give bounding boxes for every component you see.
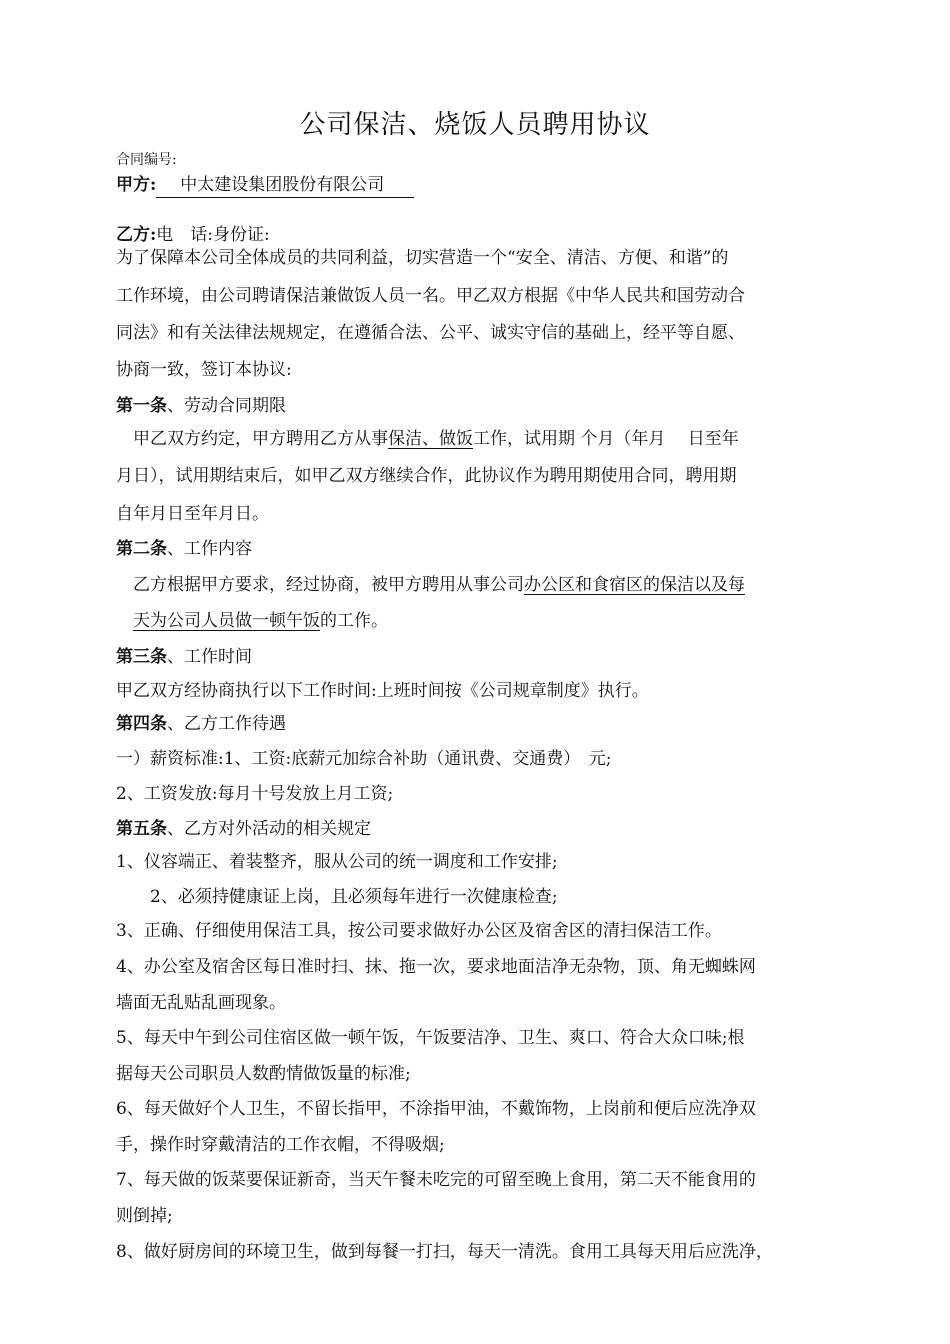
article-3-line: 甲乙双方经协商执行以下工作时间:上班时间按《公司规章制度》执行。 [116, 681, 649, 701]
article-5-heading [116, 817, 371, 841]
article-2-title: 、工作内容 [167, 539, 252, 559]
article-2-text: 的工作。 [320, 611, 388, 631]
article-1-title: 、劳动合同期限 [167, 396, 286, 416]
article-5-item: 3、正确、仔细使用保洁工具，按公司要求做好办公区及宿舍区的清扫保洁工作。 [116, 921, 722, 941]
party-b-fields: 电 话:身份证: [156, 225, 270, 245]
intro-line: 为了保障本公司全体成员的共同利益，切实营造一个“安全、清洁、方便、和谐”的 [116, 248, 729, 268]
article-1-text: 工作，试用期 个月（年月 日至年 [473, 429, 739, 449]
party-a-label: 甲方: [116, 175, 157, 195]
article-4-number: 第四条 [116, 714, 167, 734]
article-4-line: 一）薪资标准:1、工资:底薪元加综合补助（通讯费、交通费） 元; [116, 749, 612, 769]
intro-line: 同法》和有关法律法规规定，在遵循合法、公平、诚实守信的基础上，经平等自愿、 [116, 323, 745, 343]
article-1-line [116, 427, 739, 451]
article-5-item: 5、每天中午到公司住宿区做一顿午饭，午饭要洁净、卫生、爽口、符合大众口味;根 [116, 1028, 745, 1048]
article-2-heading [116, 537, 252, 561]
article-1-underlined: 保洁、做饭 [388, 429, 473, 449]
article-1-number: 第一条 [116, 396, 167, 416]
intro-line: 协商一致，签订本协议: [116, 360, 292, 380]
article-5-item: 8、做好厨房间的环境卫生，做到每餐一打扫，每天一清洗。食用工具每天用后应洗净， [116, 1242, 773, 1262]
article-5-item: 6、每天做好个人卫生，不留长指甲，不涂指甲油，不戴饰物，上岗前和便后应洗净双 [116, 1099, 756, 1119]
article-5-item: 据每天公司职员人数酌情做饭量的标准; [116, 1064, 411, 1084]
party-b-line [116, 223, 270, 247]
contract-number-label: 合同编号: [116, 152, 177, 168]
article-5-item: 7、每天做的饭菜要保证新奇，当天午餐未吃完的可留至晚上食用，第二天不能食用的 [116, 1170, 756, 1190]
article-5-item: 4、办公室及宿舍区每日准时扫、抹、拖一次，要求地面洁净无杂物，顶、角无蜘蛛网 [116, 957, 756, 977]
document-title: 公司保洁、烧饭人员聘用协议 [299, 110, 651, 140]
party-b-label: 乙方: [116, 225, 157, 245]
party-a-line [116, 173, 414, 198]
article-5-item: 手，操作时穿戴清洁的工作衣帽，不得吸烟; [116, 1135, 445, 1155]
article-3-title: 、工作时间 [167, 647, 252, 667]
article-4-heading [116, 712, 286, 736]
article-5-number: 第五条 [116, 819, 167, 839]
article-3-heading [116, 645, 252, 669]
article-5-item: 2、必须持健康证上岗，且必须每年进行一次健康检查; [133, 887, 558, 907]
article-1-text: 甲乙双方约定，甲方聘用乙方从事 [116, 429, 388, 449]
article-4-title: 、乙方工作待遇 [167, 714, 286, 734]
article-2-number: 第二条 [116, 539, 167, 559]
article-5-item: 墙面无乱贴乱画现象。 [116, 993, 286, 1013]
article-1-heading [116, 394, 286, 418]
article-2-underlined: 天为公司人员做一顿午饭 [133, 611, 320, 631]
article-2-line [116, 573, 745, 597]
article-1-line: 自年月日至年月日。 [116, 504, 269, 524]
intro-line: 工作环境，由公司聘请保洁兼做饭人员一名。甲乙双方根据《中华人民共和国劳动合 [116, 286, 745, 306]
article-5-item: 则倒掉; [116, 1206, 173, 1226]
article-4-line: 2、工资发放:每月十号发放上月工资; [116, 784, 394, 804]
article-2-underlined: 办公区和食宿区的保洁以及每 [524, 575, 745, 595]
article-1-line: 月日），试用期结束后，如甲乙双方继续合作，此协议作为聘用期使用合同，聘用期 [116, 466, 737, 486]
article-5-title: 、乙方对外活动的相关规定 [167, 819, 371, 839]
article-2-line [133, 609, 388, 633]
article-5-item: 1、仪容端正、着装整齐，服从公司的统一调度和工作安排; [116, 852, 558, 872]
article-3-number: 第三条 [116, 647, 167, 667]
party-a-name: 中太建设集团股份有限公司 [156, 173, 414, 198]
article-2-text: 乙方根据甲方要求，经过协商，被甲方聘用从事公司 [116, 575, 524, 595]
